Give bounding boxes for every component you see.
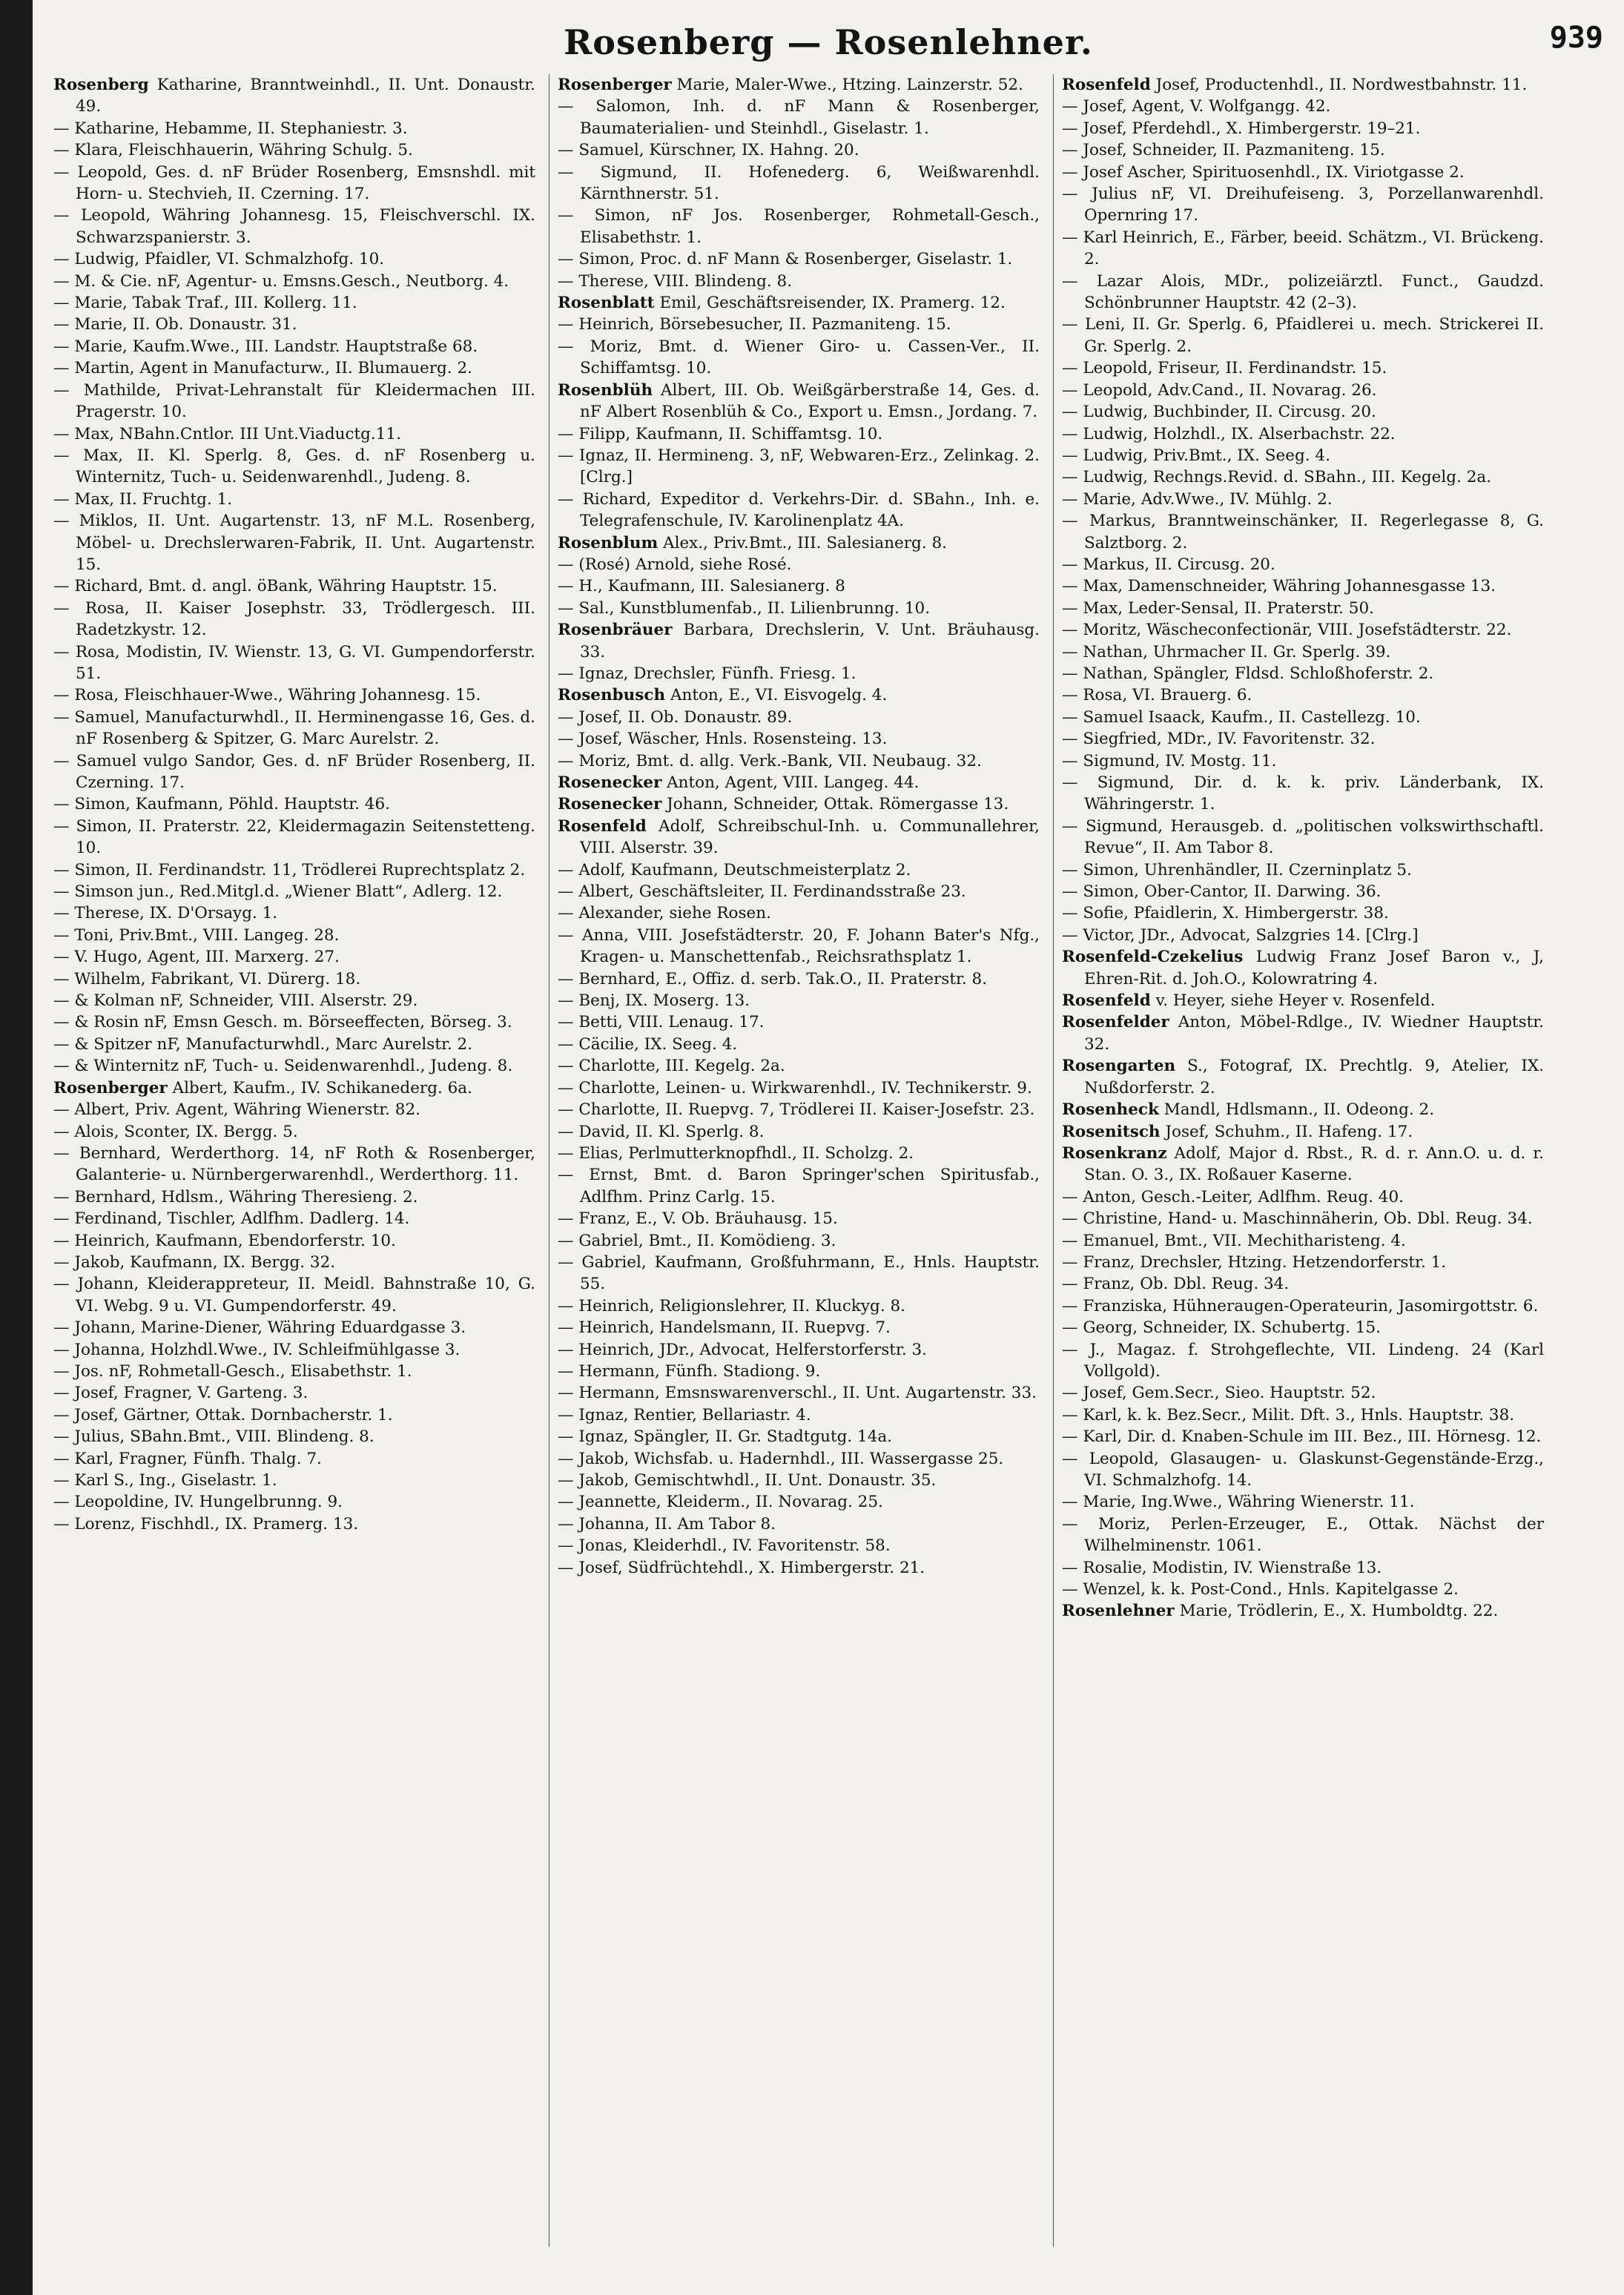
directory-entry: — Wenzel, k. k. Post-Cond., Hnls. Kapitelgasse 2. (1062, 1580, 1459, 1599)
directory-entry: Rosenitsch Josef, Schuhm., II. Hafeng. 17. (1062, 1122, 1413, 1141)
directory-entry: — Jos. nF, Rohmetall-Gesch., Elisabethstr. 1. (53, 1361, 412, 1381)
directory-entry: — Martin, Agent in Manufacturw., II. Blumauerg. 2. (53, 359, 473, 378)
directory-entry: — Emanuel, Bmt., VII. Mechitharisteng. 4. (1062, 1231, 1406, 1250)
directory-entry: — Jakob, Wichsfab. u. Hadernhdl., III. Wassergasse 25. (558, 1449, 1004, 1468)
directory-entry: — Johanna, II. Am Tabor 8. (558, 1514, 776, 1533)
running-head: Rosenberg — Rosenlehner. (564, 22, 1093, 62)
directory-entry: — Cäcilie, IX. Seeg. 4. (558, 1034, 738, 1054)
directory-entry: — Johann, Marine-Diener, Währing Eduardgasse 3. (53, 1318, 466, 1338)
directory-entry: Rosenfeld-Czekelius Ludwig Franz Josef Baron v., J, Ehren-Rit. d. Joh.O., Kolowratring 4. (1062, 948, 1544, 988)
directory-entry: — Elias, Perlmutterknopfhdl., II. Scholzg. 2. (558, 1143, 914, 1163)
surname-heading: Rosenlehner (1062, 1602, 1175, 1621)
surname-heading: Rosenfeld (558, 816, 647, 836)
directory-entry: — Sigmund, II. Hofenederg. 6, Weißwarenhdl. Kärnthnerstr. 51. (558, 162, 1040, 204)
directory-entry: — Heinrich, Religionslehrer, II. Kluckyg. 8. (558, 1296, 906, 1315)
directory-entry: — M. & Cie. nF, Agentur- u. Emsns.Gesch., Neutborg. 4. (53, 271, 509, 291)
directory-entry: — Charlotte, Leinen- u. Wirkwarenhdl., IV. Technikerstr. 9. (558, 1078, 1032, 1097)
directory-entry: — Josef, Agent, V. Wolfgangg. 42. (1062, 97, 1331, 116)
directory-entry: — Adolf, Kaufmann, Deutschmeisterplatz 2. (558, 860, 911, 879)
directory-entry: — Johanna, Holzhdl.Wwe., IV. Schleifmühlgasse 3. (53, 1340, 461, 1359)
directory-entry: — Ferdinand, Tischler, Adlfhm. Dadlerg. 14. (53, 1209, 410, 1229)
directory-entry: — Anton, Gesch.-Leiter, Adlfhm. Reug. 40. (1062, 1187, 1404, 1206)
directory-entry: — Gabriel, Kaufmann, Großfuhrmann, E., Hnls. Hauptstr. 55. (558, 1252, 1040, 1294)
directory-entry: — Karl, Dir. d. Knaben-Schule im III. Bez., III. Hörnesg. 12. (1062, 1427, 1542, 1447)
directory-entry: — Richard, Bmt. d. angl. öBank, Währing Hauptstr. 15. (53, 577, 498, 596)
directory-page (33, 0, 1624, 2295)
directory-entry: — Josef, Schneider, II. Pazmaniteng. 15. (1062, 141, 1385, 160)
directory-entry: — Lazar Alois, MDr., polizeiärztl. Funct., Gaudzd. Schönbrunner Hauptstr. 42 (2–3). (1062, 271, 1544, 313)
directory-entry: — Nathan, Spängler, Fldsd. Schloßhoferstr. 2. (1062, 664, 1434, 683)
directory-entry: — Ignaz, II. Hermineng. 3, nF, Webwaren-Erz., Zelinkag. 2. [Clrg.] (558, 446, 1040, 487)
directory-entry: — Therese, VIII. Blindeng. 8. (558, 271, 793, 291)
directory-entry: — Julius nF, VI. Dreihufeiseng. 3, Porzellanwarenhdl. Opernring 17. (1062, 185, 1544, 225)
surname-heading: Rosengarten (1062, 1057, 1176, 1076)
directory-entry: — Anna, VIII. Josefstädterstr. 20, F. Johann Bater's Nfg., Kragen- u. Manschettenfab., Reichsrathsplatz 1. (558, 925, 1040, 967)
directory-entry: — Gabriel, Bmt., II. Komödieng. 3. (558, 1231, 836, 1250)
directory-entry: — Bernhard, E., Offiz. d. serb. Tak.O., II. Praterstr. 8. (558, 969, 988, 988)
directory-entry: — Josef, Südfrüchtehdl., X. Himbergerstr. 21. (558, 1558, 925, 1577)
directory-entry: — Moritz, Wäscheconfectionär, VIII. Josefstädterstr. 22. (1062, 621, 1512, 640)
directory-entry: — Marie, II. Ob. Donaustr. 31. (53, 315, 297, 334)
directory-entry: — Nathan, Uhrmacher II. Gr. Sperlg. 39. (1062, 642, 1391, 661)
directory-entry: — Hermann, Emsnswarenverschl., II. Unt. Augartenstr. 33. (558, 1384, 1037, 1403)
directory-entry: — Therese, IX. D'Orsayg. 1. (53, 904, 278, 923)
directory-entry: — Rosa, II. Kaiser Josephstr. 33, Trödlergesch. III. Radetzkystr. 12. (53, 598, 535, 640)
surname-heading: Rosenblum (558, 533, 658, 552)
directory-entry: — Betti, VIII. Lenaug. 17. (558, 1013, 765, 1032)
surname-heading: Rosenberg (53, 76, 149, 94)
directory-entry: — David, II. Kl. Sperlg. 8. (558, 1122, 765, 1141)
directory-entry: Rosenberger Albert, Kaufm., IV. Schikanederg. 6a. (53, 1078, 472, 1097)
directory-entry: Rosenblum Alex., Priv.Bmt., III. Salesianerg. 8. (558, 533, 948, 552)
directory-entry: — Samuel Isaack, Kaufm., II. Castellezg. 10. (1062, 707, 1421, 727)
directory-entry: Rosenkranz Adolf, Major d. Rbst., R. d. r. Ann.O. u. d. r. Stan. O. 3., IX. Roßauer Kaserne. (1062, 1143, 1544, 1185)
directory-entry: — (Rosé) Arnold, siehe Rosé. (558, 555, 792, 574)
directory-entry: — Albert, Geschäftsleiter, II. Ferdinandsstraße 23. (558, 882, 966, 902)
page-number: 939 (1549, 21, 1603, 55)
directory-entry: — Leopold, Friseur, II. Ferdinandstr. 15. (1062, 359, 1387, 378)
directory-entry: — Max, Leder-Sensal, II. Praterstr. 50. (1062, 598, 1374, 618)
surname-heading: Rosenheck (1062, 1100, 1159, 1120)
directory-entry: — Karl, k. k. Bez.Secr., Milit. Dft. 3., Hnls. Hauptstr. 38. (1062, 1405, 1515, 1424)
surname-heading: Rosenbräuer (558, 621, 673, 640)
directory-entry: — Leopold, Glasaugen- u. Glaskunst-Gegenstände-Erzg., VI. Schmalzhofg. 14. (1062, 1449, 1544, 1490)
directory-entry: — Rosalie, Modistin, IV. Wienstraße 13. (1062, 1558, 1382, 1577)
column-divider (1053, 74, 1054, 2247)
directory-entry: — Jakob, Gemischtwhdl., II. Unt. Donaustr. 35. (558, 1471, 937, 1490)
surname-heading: Rosenberger (558, 76, 672, 94)
directory-entry: — Sal., Kunstblumenfab., II. Lilienbrunng. 10. (558, 598, 931, 618)
directory-entry: — Moriz, Bmt. d. Wiener Giro- u. Cassen-Ver., II. Schiffamtsg. 10. (558, 337, 1040, 378)
directory-entry: — Marie, Adv.Wwe., IV. Mühlg. 2. (1062, 489, 1333, 509)
directory-entry: — Simon, nF Jos. Rosenberger, Rohmetall-Gesch., Elisabethstr. 1. (558, 206, 1040, 247)
directory-entry: — Ludwig, Holzhdl., IX. Alserbachstr. 22. (1062, 424, 1396, 443)
directory-entry: — Sigmund, Dir. d. k. k. priv. Länderbank, IX. Währingerstr. 1. (1062, 773, 1544, 814)
directory-entry: — Josef Ascher, Spirituosenhdl., IX. Viriotgasse 2. (1062, 162, 1465, 182)
surname-heading: Rosenitsch (1062, 1122, 1161, 1141)
directory-entry: Rosenfeld Adolf, Schreibschul-Inh. u. Communallehrer, VIII. Alserstr. 39. (558, 816, 1040, 858)
directory-entry: — Simson jun., Red.Mitgl.d. „Wiener Blatt“, Adlerg. 12. (53, 882, 503, 902)
directory-entry: — Marie, Tabak Traf., III. Kollerg. 11. (53, 294, 357, 313)
directory-entry: — Rosa, Fleischhauer-Wwe., Währing Johannesg. 15. (53, 686, 481, 705)
directory-entry: — Toni, Priv.Bmt., VIII. Langeg. 28. (53, 925, 340, 945)
directory-entry: — Siegfried, MDr., IV. Favoritenstr. 32. (1062, 730, 1376, 749)
directory-entry: — Jeannette, Kleiderm., II. Novarag. 25. (558, 1493, 883, 1512)
surname-heading: Rosenblüh (558, 380, 653, 400)
directory-entry: — Leopoldine, IV. Hungelbrunng. 9. (53, 1493, 343, 1512)
directory-entry: — Josef, Gärtner, Ottak. Dornbacherstr. 1. (53, 1405, 393, 1424)
directory-entry: — H., Kaufmann, III. Salesianerg. 8 (558, 577, 845, 596)
directory-entry: — Heinrich, Börsebesucher, II. Pazmaniteng. 15. (558, 315, 951, 334)
directory-entry: Rosenblüh Albert, III. Ob. Weißgärberstraße 14, Ges. d. nF Albert Rosenblüh & Co., Export u. Emsn., Jordang. 7. (558, 380, 1040, 422)
directory-entry: — Simon, Proc. d. nF Mann & Rosenberger, Giselastr. 1. (558, 250, 1013, 269)
directory-entry: — Jonas, Kleiderhdl., IV. Favoritenstr. 58. (558, 1536, 891, 1556)
directory-entry: — Simon, Ober-Cantor, II. Darwing. 36. (1062, 882, 1382, 902)
directory-entry: — Heinrich, JDr., Advocat, Helferstorferstr. 3. (558, 1340, 927, 1359)
directory-entry: — Max, Damenschneider, Währing Johannesgasse 13. (1062, 577, 1496, 596)
directory-entry: Rosenecker Johann, Schneider, Ottak. Römergasse 13. (558, 795, 1009, 814)
directory-entry: Rosenfeld v. Heyer, siehe Heyer v. Rosenfeld. (1062, 991, 1436, 1011)
directory-entry: — Leopold, Ges. d. nF Brüder Rosenberg, Emsnshdl. mit Horn- u. Stechvieh, II. Czerning. 17. (53, 162, 535, 204)
directory-entry: — Leopold, Adv.Cand., II. Novarag. 26. (1062, 380, 1377, 400)
directory-entry: — Samuel, Kürschner, IX. Hahng. 20. (558, 141, 859, 160)
directory-entry: Rosenfelder Anton, Möbel-Rdlge., IV. Wiedner Hauptstr. 32. (1062, 1013, 1544, 1054)
directory-entry: — & Rosin nF, Emsn Gesch. m. Börseeffecten, Börseg. 3. (53, 1013, 512, 1032)
directory-entry: — Christine, Hand- u. Maschinnäherin, Ob. Dbl. Reug. 34. (1062, 1209, 1533, 1229)
directory-entry: — Ludwig, Rechngs.Revid. d. SBahn., III. Kegelg. 2a. (1062, 468, 1492, 487)
directory-entry: — Franz, E., V. Ob. Bräuhausg. 15. (558, 1209, 838, 1229)
directory-entry: — Samuel, Manufacturwhdl., II. Herminengasse 16, Ges. d. nF Rosenberg & Spitzer, G. Marc Aurelstr. 2. (53, 707, 535, 749)
directory-entry: — Mathilde, Privat-Lehranstalt für Kleidermachen III. Pragerstr. 10. (53, 380, 535, 422)
directory-entry: — Leni, II. Gr. Sperlg. 6, Pfaidlerei u. mech. Strickerei II. Gr. Sperlg. 2. (1062, 315, 1544, 356)
column-3 (1062, 74, 1544, 1622)
directory-entry: — Simon, Kaufmann, Pöhld. Hauptstr. 46. (53, 795, 390, 814)
directory-entry: — Filipp, Kaufmann, II. Schiffamtsg. 10. (558, 424, 883, 443)
directory-entry: — Franziska, Hühneraugen-Operateurin, Jasomirgottstr. 6. (1062, 1296, 1539, 1315)
directory-entry: — Albert, Priv. Agent, Währing Wienerstr. 82. (53, 1100, 420, 1120)
directory-entry: — Josef, II. Ob. Donaustr. 89. (558, 707, 793, 727)
directory-entry: — Max, NBahn.Cntlor. III Unt.Viaductg.11. (53, 424, 401, 443)
directory-entry: — V. Hugo, Agent, III. Marxerg. 27. (53, 948, 340, 967)
directory-entry: — & Winternitz nF, Tuch- u. Seidenwarenhdl., Judeng. 8. (53, 1057, 513, 1076)
directory-entry: — Karl S., Ing., Giselastr. 1. (53, 1471, 277, 1490)
directory-entry: — Georg, Schneider, IX. Schubertg. 15. (1062, 1318, 1381, 1338)
directory-entry: Rosenbusch Anton, E., VI. Eisvogelg. 4. (558, 686, 888, 705)
directory-entry: — J., Magaz. f. Strohgeflechte, VII. Lindeng. 24 (Karl Vollgold). (1062, 1340, 1544, 1381)
directory-entry: — Richard, Expeditor d. Verkehrs-Dir. d. SBahn., Inh. e. Telegrafenschule, IV. Karolinenplatz 4A. (558, 489, 1040, 531)
surname-heading: Rosenblatt (558, 294, 655, 313)
directory-entry: — Rosa, VI. Brauerg. 6. (1062, 686, 1252, 705)
surname-heading: Rosenfeld (1062, 991, 1151, 1011)
surname-heading: Rosenfelder (1062, 1013, 1169, 1032)
surname-heading: Rosenfeld (1062, 76, 1151, 94)
directory-entry: — Franz, Drechsler, Htzing. Hetzendorferstr. 1. (1062, 1252, 1447, 1272)
directory-entry: Rosenheck Mandl, Hdlsmann., II. Odeong. 2. (1062, 1100, 1435, 1120)
directory-entry: — Sofie, Pfaidlerin, X. Himbergerstr. 38. (1062, 904, 1389, 923)
directory-entry: — Klara, Fleischhauerin, Währing Schulg. 5. (53, 141, 413, 160)
directory-entry: — Alexander, siehe Rosen. (558, 904, 771, 923)
surname-heading: Rosenbusch (558, 686, 666, 705)
column-1 (53, 74, 535, 1535)
directory-entry: — Sigmund, Herausgeb. d. „politischen volkswirthschaftl. Revue“, II. Am Tabor 8. (1062, 816, 1544, 858)
directory-entry: — Josef, Pferdehdl., X. Himbergerstr. 19–21. (1062, 119, 1421, 138)
page-header (33, 16, 1624, 68)
directory-entry: — Samuel vulgo Sandor, Ges. d. nF Brüder Rosenberg, II. Czerning. 17. (53, 751, 535, 792)
directory-entry: — Ignaz, Drechsler, Fünfh. Friesg. 1. (558, 664, 856, 683)
directory-entry: — & Kolman nF, Schneider, VIII. Alserstr. 29. (53, 991, 418, 1011)
surname-heading: Rosenkranz (1062, 1143, 1167, 1163)
directory-entry: Rosenberger Marie, Maler-Wwe., Htzing. Lainzerstr. 52. (558, 76, 1023, 94)
directory-entry: — Hermann, Fünfh. Stadiong. 9. (558, 1361, 821, 1381)
directory-entry: — Victor, JDr., Advocat, Salzgries 14. [Clrg.] (1062, 925, 1419, 945)
directory-entry: — Leopold, Währing Johannesg. 15, Fleischverschl. IX. Schwarzspanierstr. 3. (53, 206, 535, 247)
directory-entry: — Heinrich, Handelsmann, II. Ruepvg. 7. (558, 1318, 891, 1338)
directory-entry: — Katharine, Hebamme, II. Stephaniestr. 3. (53, 119, 408, 138)
directory-entry: — Julius, SBahn.Bmt., VIII. Blindeng. 8. (53, 1427, 374, 1447)
directory-entry: Rosenberg Katharine, Branntweinhdl., II. Unt. Donaustr. 49. (53, 76, 535, 116)
directory-entry: — Ignaz, Spängler, II. Gr. Stadtgutg. 14a. (558, 1427, 893, 1447)
directory-entry: — Salomon, Inh. d. nF Mann & Rosenberger, Baumaterialien- und Steinhdl., Giselastr. 1. (558, 97, 1040, 138)
directory-entry: — Karl, Fragner, Fünfh. Thalg. 7. (53, 1449, 322, 1468)
directory-entry: — Simon, II. Ferdinandstr. 11, Trödlerei Ruprechtsplatz 2. (53, 860, 526, 879)
directory-entry: — Charlotte, II. Ruepvg. 7, Trödlerei II. Kaiser-Josefstr. 23. (558, 1100, 1035, 1120)
directory-entry: — & Spitzer nF, Manufacturwhdl., Marc Aurelstr. 2. (53, 1034, 473, 1054)
directory-entry: Rosenfeld Josef, Productenhdl., II. Nordwestbahnstr. 11. (1062, 76, 1528, 94)
directory-entry: Rosenecker Anton, Agent, VIII. Langeg. 44. (558, 773, 920, 792)
directory-entry: — Moriz, Bmt. d. allg. Verk.-Bank, VII. Neubaug. 32. (558, 751, 982, 770)
directory-entry: — Bernhard, Hdlsm., Währing Theresieng. 2. (53, 1187, 418, 1206)
directory-entry: — Max, II. Fruchtg. 1. (53, 489, 233, 509)
directory-entry: — Markus, Branntweinschänker, II. Regerlegasse 8, G. Salztborg. 2. (1062, 512, 1544, 552)
directory-entry: — Max, II. Kl. Sperlg. 8, Ges. d. nF Rosenberg u. Winternitz, Tuch- u. Seidenwarenhdl., Judeng. 8. (53, 446, 535, 487)
directory-entry: — Johann, Kleiderappreteur, II. Meidl. Bahnstraße 10, G. VI. Webg. 9 u. VI. Gumpendorferstr. 49. (53, 1275, 535, 1315)
directory-entry: — Miklos, II. Unt. Augartenstr. 13, nF M.L. Rosenberg, Möbel- u. Drechslerwaren-Fabrik, II. Unt. Augartenstr. 15. (53, 512, 535, 574)
directory-entry: — Franz, Ob. Dbl. Reug. 34. (1062, 1275, 1290, 1294)
directory-entry: — Ludwig, Pfaidler, VI. Schmalzhofg. 10. (53, 250, 385, 269)
directory-entry: — Karl Heinrich, E., Färber, beeid. Schätzm., VI. Brückeng. 2. (1062, 228, 1544, 269)
directory-entry: — Ludwig, Buchbinder, II. Circusg. 20. (1062, 403, 1376, 422)
directory-entry: — Wilhelm, Fabrikant, VI. Dürerg. 18. (53, 969, 361, 988)
directory-entry: — Moriz, Perlen-Erzeuger, E., Ottak. Nächst der Wilhelminenstr. 1061. (1062, 1514, 1544, 1556)
surname-heading: Rosenfeld-Czekelius (1062, 948, 1244, 967)
directory-entry: — Josef, Gem.Secr., Sieo. Hauptstr. 52. (1062, 1384, 1376, 1403)
directory-entry: Rosengarten S., Fotograf, IX. Prechtlg. 9, Atelier, IX. Nußdorferstr. 2. (1062, 1057, 1544, 1097)
directory-entry: Rosenlehner Marie, Trödlerin, E., X. Humboldtg. 22. (1062, 1602, 1499, 1621)
surname-heading: Rosenecker (558, 773, 662, 792)
directory-entry: — Lorenz, Fischhdl., IX. Pramerg. 13. (53, 1514, 359, 1533)
column-2 (558, 74, 1040, 1579)
directory-entry: — Ignaz, Rentier, Bellariastr. 4. (558, 1405, 811, 1424)
surname-heading: Rosenberger (53, 1078, 168, 1097)
directory-entry: — Charlotte, III. Kegelg. 2a. (558, 1057, 785, 1076)
surname-heading: Rosenecker (558, 795, 662, 814)
directory-entry: — Jakob, Kaufmann, IX. Bergg. 32. (53, 1252, 336, 1272)
directory-entry: — Simon, Uhrenhändler, II. Czerninplatz 5. (1062, 860, 1412, 879)
directory-entry: Rosenbräuer Barbara, Drechslerin, V. Unt. Bräuhausg. 33. (558, 621, 1040, 661)
directory-entry: — Heinrich, Kaufmann, Ebendorferstr. 10. (53, 1231, 396, 1250)
directory-entry: — Josef, Fragner, V. Garteng. 3. (53, 1384, 308, 1403)
directory-entry: — Ludwig, Priv.Bmt., IX. Seeg. 4. (1062, 446, 1330, 465)
directory-entry: — Benj, IX. Moserg. 13. (558, 991, 750, 1011)
directory-entry: — Rosa, Modistin, IV. Wienstr. 13, G. VI. Gumpendorferstr. 51. (53, 642, 535, 683)
directory-entry: — Marie, Ing.Wwe., Währing Wienerstr. 11. (1062, 1493, 1415, 1512)
directory-entry: — Ernst, Bmt. d. Baron Springer'schen Spiritusfab., Adlfhm. Prinz Carlg. 15. (558, 1166, 1040, 1206)
directory-entry: — Simon, II. Praterstr. 22, Kleidermagazin Seitenstetteng. 10. (53, 816, 535, 858)
directory-entry: — Alois, Sconter, IX. Bergg. 5. (53, 1122, 298, 1141)
directory-entry: — Josef, Wäscher, Hnls. Rosensteing. 13. (558, 730, 888, 749)
directory-entry: Rosenblatt Emil, Geschäftsreisender, IX. Pramerg. 12. (558, 294, 1006, 313)
directory-entry: — Markus, II. Circusg. 20. (1062, 555, 1275, 574)
directory-entry: — Marie, Kaufm.Wwe., III. Landstr. Hauptstraße 68. (53, 337, 478, 356)
directory-entry: — Sigmund, IV. Mostg. 11. (1062, 751, 1277, 770)
directory-entry: — Bernhard, Werderthorg. 14, nF Roth & Rosenberger, Galanterie- u. Nürnbergerwarenhdl., Werderthorg. 11. (53, 1143, 535, 1185)
